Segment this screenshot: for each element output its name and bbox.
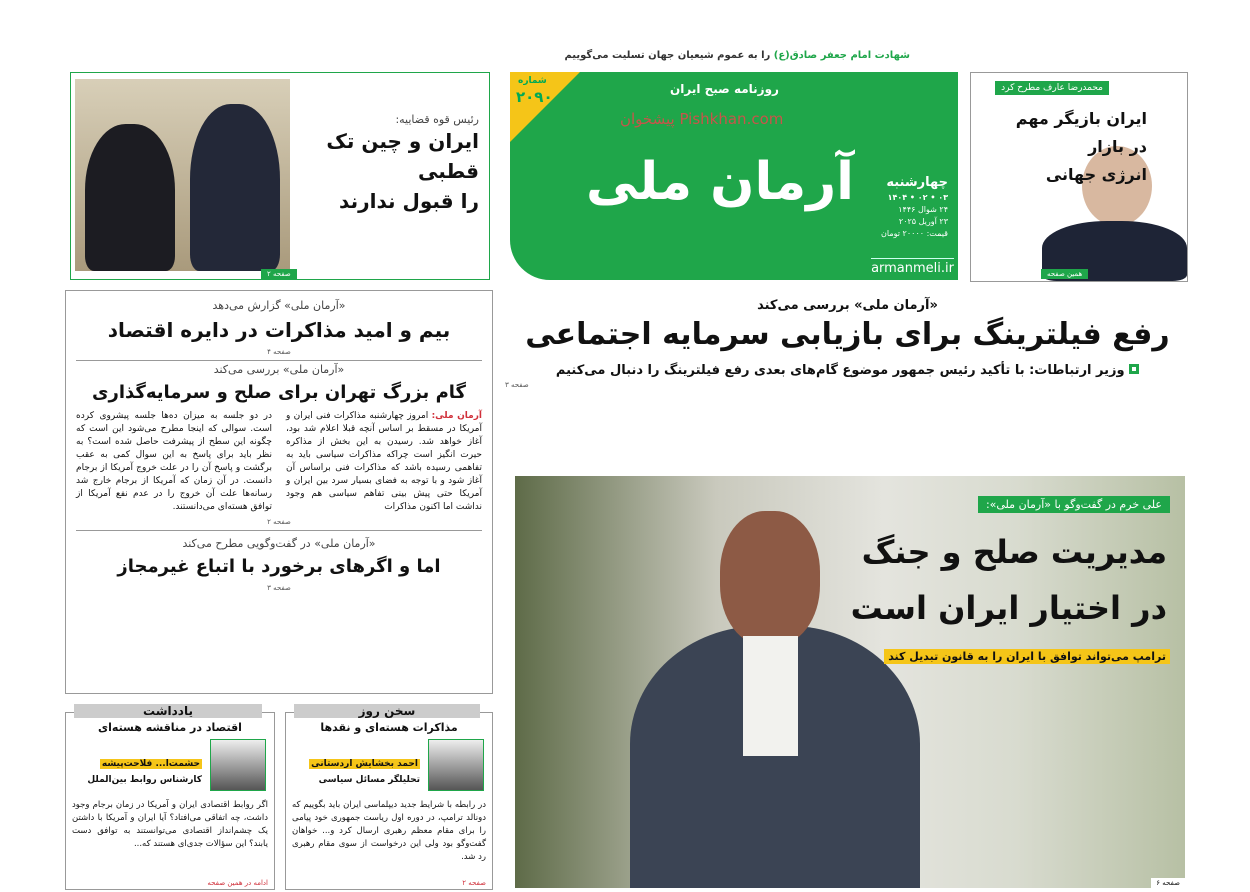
person-cleric bbox=[85, 124, 175, 271]
price: قیمت: ۲۰۰۰۰ تومان bbox=[881, 229, 948, 238]
square-bullet-icon bbox=[1129, 364, 1139, 374]
story-economy[interactable] bbox=[66, 291, 492, 356]
author-name: حشمت‌ا... فلاحت‌پیشه bbox=[101, 759, 200, 769]
headline: مدیریت صلح و جنگ bbox=[861, 533, 1167, 571]
page-ref[interactable]: صفحه ۳ bbox=[267, 584, 291, 592]
author-role: تحلیلگر مسائل سیاسی bbox=[318, 775, 420, 785]
headline: اما و اگرهای برخورد با اتباع غیرمجاز bbox=[117, 556, 441, 577]
left-column bbox=[65, 290, 493, 694]
headline: اقتصاد در مناقشه هسته‌ای bbox=[98, 721, 242, 734]
top-line-highlight: شهادت امام جعفر صادق(ع) bbox=[773, 50, 910, 61]
issue-label: شماره bbox=[518, 76, 547, 86]
kicker-badge: علی خرم در گفت‌وگو با «آرمان ملی»: bbox=[978, 496, 1170, 513]
headline-line2: در بازار bbox=[1088, 137, 1147, 156]
body-col-2: در دو جلسه به میزان ده‌ها جلسه پیشروی کرده است. سوالی که اینجا مطرح می‌شود این است که چگونه این سطح از پیشرفت حاصل شده است؟ به نظر باید برای پاسخ به این سوال کمی به عقب برگشت و پاسخ آن را در علت خروج آمریکا از برجام دانست. در آن زمان که آمریکا از برجام خارج شد رسانه‌ها علت آن خروج را در عدم نفع آمریکا از توافق هسته‌ای می‌دانستند. bbox=[76, 411, 272, 512]
body-text: در رابطه با شرایط جدید دیپلماسی ایران باید بگوییم که دونالد ترامپ، در دوره اول ریاست جمهوری خود پیامی را برای مقام معظم رهبری ارسال کرد و... خواهان گفت‌وگو بود ولی این درخواست از سوی مقام رهبری رد شد. bbox=[292, 800, 486, 862]
kicker: رئیس قوه قضاییه: bbox=[395, 113, 479, 126]
headline-line3: انرژی جهانی bbox=[1045, 165, 1147, 184]
page-ref[interactable]: صفحه ۲ bbox=[261, 269, 297, 279]
page-ref[interactable]: صفحه ۳ bbox=[505, 381, 529, 389]
yaddasht-box[interactable] bbox=[65, 704, 275, 890]
headline: بیم و امید مذاکرات در دایره اقتصاد bbox=[107, 318, 451, 342]
kicker-badge: محمدرضا عارف مطرح کرد bbox=[995, 81, 1109, 95]
person-khorram-face bbox=[720, 511, 820, 646]
masthead-top-line bbox=[564, 50, 910, 61]
body-text: اگر روابط اقتصادی ایران و آمریکا در زمان برجام وجود داشت، چه اتفاقی می‌افتاد؟ آیا ایران و آمریکا با داشتن یک چشم‌انداز اقتصادی می‌توانستند به توافق دست یابند؟ این سؤالات جدی‌ای هستند که... bbox=[72, 800, 268, 849]
issue-number: ۲۰۹۰ bbox=[516, 88, 553, 106]
subhead: ترامپ می‌تواند توافق با ایران را به قانون تبدیل کند bbox=[884, 649, 1170, 664]
lead-label: آرمان ملی: bbox=[431, 411, 482, 421]
weekday: چهارشنبه bbox=[886, 175, 948, 190]
headline-line2: را قبول ندارند bbox=[339, 189, 479, 213]
body-text: امروز چهارشنبه مذاکرات فنی ایران و آمریکا در مسقط بر اساس آنچه قبلا اعلام شد بود، آغاز خواهد شد. رسیدن به این بخش از مذاکره حیرت انگیز است چراکه مذاکرات سیاسی باید به تفاهمی رسیده باشد که مذاکرات فنی براساس آن آغاز شود و با توجه به فضای بسیار سرد بین ایران و آمریکا حتی پیش بینی تفاهم سیاسی هم وجود نداشت اما اکنون مذاکرات bbox=[286, 411, 482, 512]
author-photo bbox=[210, 739, 266, 791]
shirt bbox=[743, 636, 798, 756]
author-name: احمد بخشایش اردستانی bbox=[311, 759, 418, 769]
headline-line2: در اختیار ایران است bbox=[850, 589, 1167, 627]
page-ref[interactable]: صفحه ۶ bbox=[1151, 878, 1185, 888]
officials-photo bbox=[75, 79, 290, 271]
top-right-story[interactable] bbox=[970, 72, 1188, 282]
person-diplomat bbox=[190, 104, 280, 271]
date-block bbox=[868, 174, 948, 240]
headline: مذاکرات هسته‌ای و نقدها bbox=[320, 721, 458, 734]
page-ref[interactable]: صفحه ۲ bbox=[267, 518, 291, 526]
watermark: پیشخوان Pishkhan.com bbox=[620, 110, 784, 128]
top-left-story[interactable] bbox=[70, 72, 490, 280]
body-col-1 bbox=[286, 410, 482, 514]
section-title: یادداشت bbox=[74, 704, 262, 718]
main-headline: رفع فیلترینگ برای بازیابی سرمایه اجتماعی bbox=[525, 317, 1170, 352]
story-migrants[interactable] bbox=[66, 531, 492, 592]
headline: ایران بازیگر مهم bbox=[1015, 109, 1147, 128]
page-ref[interactable]: صفحه ۴ bbox=[267, 348, 291, 356]
section-title: سخن روز bbox=[294, 704, 480, 718]
date-gregorian: ۲۳ آوریل ۲۰۲۵ bbox=[898, 217, 948, 226]
top-line-text: را به عموم شیعیان جهان تسلیت می‌گوییم bbox=[564, 50, 771, 61]
author-photo bbox=[428, 739, 484, 791]
subhead-text: وزیر ارتباطات: با تأکید رئیس جمهور موضوع گام‌های بعدی رفع فیلترینگ را دنبال می‌کنیم bbox=[555, 363, 1125, 378]
author-role: کارشناس روابط بین‌الملل bbox=[87, 775, 202, 785]
masthead bbox=[510, 72, 958, 280]
page-ref[interactable]: همین صفحه bbox=[1041, 269, 1088, 279]
main-story[interactable] bbox=[505, 298, 1190, 389]
story-peace[interactable] bbox=[66, 361, 492, 526]
headline: گام بزرگ تهران برای صلح و سرمایه‌گذاری bbox=[91, 382, 467, 403]
headline: ایران و چین تک قطبی bbox=[326, 129, 479, 183]
masthead-subtitle: روزنامه صبح ایران bbox=[670, 82, 779, 96]
kicker: «آرمان ملی» در گفت‌وگویی مطرح می‌کند bbox=[182, 537, 376, 550]
sokhan-rooz-box[interactable] bbox=[285, 704, 493, 890]
kicker: «آرمان ملی» بررسی می‌کند bbox=[757, 298, 938, 313]
date-solar: ۰۳ • ۰۲ • ۱۴۰۴ bbox=[887, 193, 948, 202]
photo-story[interactable] bbox=[515, 476, 1185, 888]
kicker: «آرمان ملی» بررسی می‌کند bbox=[213, 363, 345, 376]
logo: آرمان ملی bbox=[586, 152, 854, 212]
kicker: «آرمان ملی» گزارش می‌دهد bbox=[212, 299, 346, 312]
date-lunar: ۲۴ شوال ۱۴۴۶ bbox=[898, 205, 948, 214]
website[interactable]: armanmeli.ir bbox=[871, 258, 954, 276]
subhead bbox=[505, 361, 1190, 381]
page-ref[interactable]: ادامه در همین صفحه bbox=[207, 879, 268, 887]
page-ref[interactable]: صفحه ۲ bbox=[462, 879, 486, 887]
